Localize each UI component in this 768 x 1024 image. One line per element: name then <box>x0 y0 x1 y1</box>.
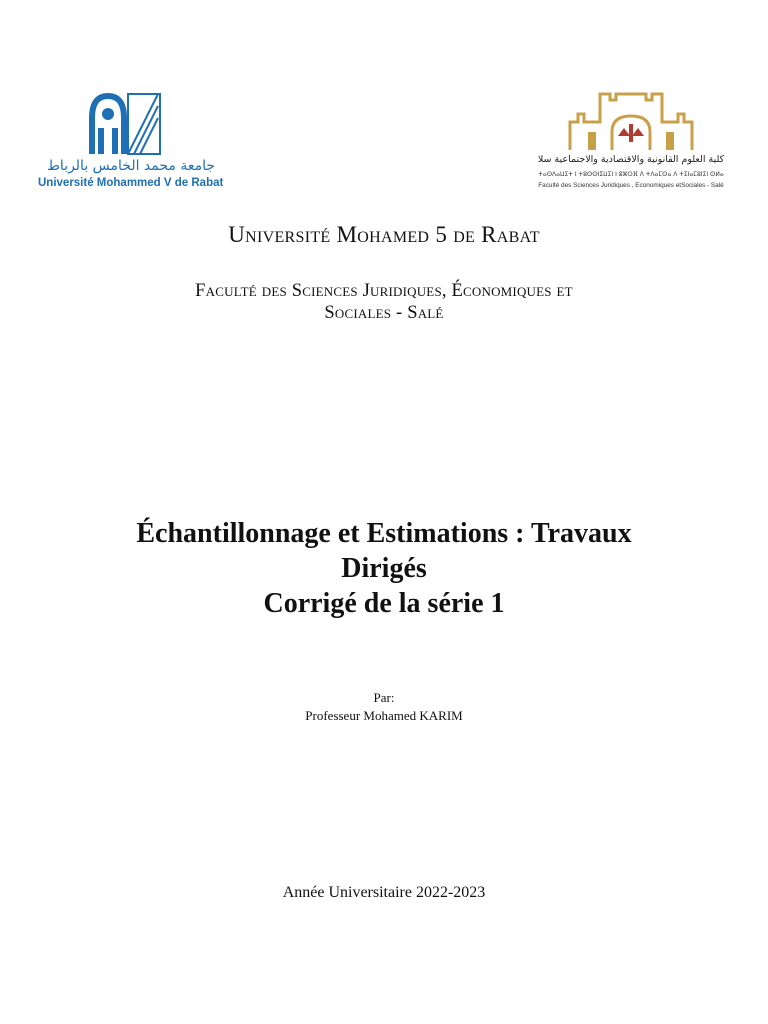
faculty-gate-icon <box>528 86 734 154</box>
faculty-heading <box>84 280 684 324</box>
faculty-heading-line1: Faculté des Sciences Juridiques, Économiques et <box>195 281 573 301</box>
university-emblem-icon <box>36 88 226 158</box>
title-line3: Corrigé de la série 1 <box>263 588 505 619</box>
faculty-logo <box>528 86 734 198</box>
faculty-heading-line2: Sociales - Salé <box>324 303 444 323</box>
document-title <box>60 516 708 621</box>
university-arabic-name: جامعة محمد الخامس بالرباط <box>46 158 216 174</box>
title-line2: Dirigés <box>341 553 427 584</box>
academic-year: Année Universitaire 2022-2023 <box>282 884 486 901</box>
title-line1: Échantillonnage et Estimations : Travaux <box>136 518 632 549</box>
university-logo <box>36 88 226 198</box>
university-logo-name: Université Mohammed V de Rabat <box>38 177 224 189</box>
faculty-logo-name: Faculté des Sciences Juridiques , Economiques etSociales - Salé <box>538 182 724 189</box>
faculty-tifinagh-name: ⵜⴰⵙⴷⴰⵡⵉⵜ ⵏ ⵜⵓⵙⵙⵏⵉⵡⵉⵏ ⵏ ⵓⵣⵔⴼ ⴷ ⵜⴷⴰⵎⵙⴰ ⴷ ⵜⵉⵏⴰⵎⵓⵏⵉⵏ ⵙⵍⴰ <box>538 171 724 178</box>
author-name: Professeur Mohamed KARIM <box>305 708 463 723</box>
faculty-arabic-name: كلية العلوم القانونية والاقتصادية والاجتماعية سلا <box>537 154 725 165</box>
author-label: Par: <box>373 690 395 705</box>
university-heading: Université Mohamed 5 de Rabat <box>228 222 540 247</box>
